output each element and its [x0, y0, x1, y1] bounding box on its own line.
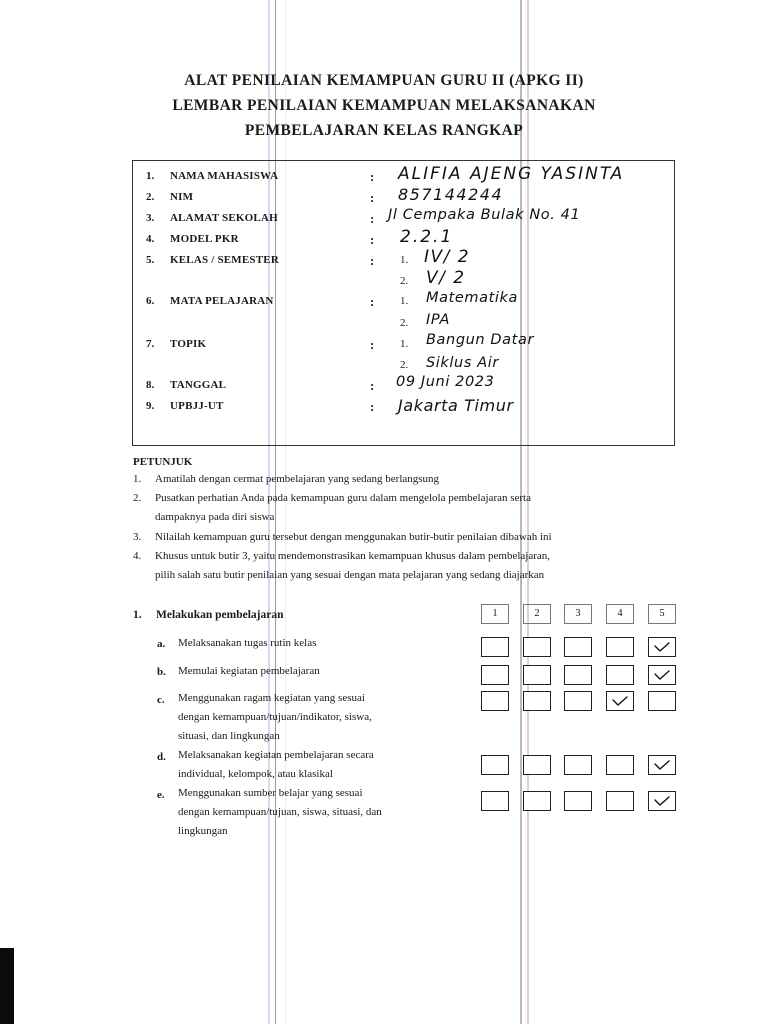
- scale-header-1: 1: [481, 604, 509, 624]
- kelas-value-2: V/ 2: [426, 268, 466, 288]
- scan-line: [275, 0, 276, 1024]
- score-checkbox[interactable]: [523, 637, 551, 657]
- mapel-sub-2: 2.: [400, 317, 409, 329]
- petunjuk-text: Khusus untuk butir 3, yaitu mendemonstrasikan kemampuan khusus dalam pembelajaran,: [155, 550, 551, 562]
- field-number: 9.: [146, 400, 155, 412]
- field-number: 8.: [146, 379, 155, 391]
- item-text-line: situasi, dan lingkungan: [178, 730, 280, 742]
- kelas-value-1: IV/ 2: [424, 247, 471, 267]
- score-checkbox[interactable]: [523, 665, 551, 685]
- score-checkbox[interactable]: [564, 791, 592, 811]
- petunjuk-text: pilih salah satu butir penilaian yang sesuai dengan mata pelajaran yang sedang diajarkan: [155, 569, 545, 581]
- score-checkbox-checked[interactable]: [606, 691, 634, 711]
- score-checkbox-checked[interactable]: [648, 791, 676, 811]
- score-checkbox[interactable]: [523, 691, 551, 711]
- field-colon: :: [370, 190, 375, 205]
- score-checkbox[interactable]: [648, 691, 676, 711]
- topik-value-1: Bangun Datar: [426, 332, 534, 348]
- field-label: MATA PELAJARAN: [170, 295, 274, 307]
- field-label: NAMA MAHASISWA: [170, 170, 279, 182]
- scale-header-5: 5: [648, 604, 676, 624]
- field-number: 3.: [146, 212, 155, 224]
- score-checkbox[interactable]: [481, 637, 509, 657]
- item-text-line: Melaksanakan kegiatan pembelajaran secara: [178, 749, 374, 761]
- document-title-line-2: LEMBAR PENILAIAN KEMAMPUAN MELAKSANAKAN: [172, 97, 596, 114]
- check-icon: [654, 795, 670, 807]
- topik-value-2: Siklus Air: [426, 355, 499, 371]
- score-checkbox-checked[interactable]: [648, 755, 676, 775]
- score-checkbox[interactable]: [606, 755, 634, 775]
- score-checkbox[interactable]: [481, 755, 509, 775]
- petunjuk-text: Amatilah dengan cermat pembelajaran yang sedang berlangsung: [155, 473, 440, 485]
- score-checkbox[interactable]: [523, 755, 551, 775]
- upbjj-value: Jakarta Timur: [398, 396, 514, 415]
- field-label: NIM: [170, 191, 194, 203]
- item-letter: a.: [157, 638, 166, 650]
- field-label: ALAMAT SEKOLAH: [170, 212, 278, 224]
- field-number: 4.: [146, 233, 155, 245]
- score-checkbox-checked[interactable]: [648, 665, 676, 685]
- topik-sub-2: 2.: [400, 359, 409, 371]
- check-icon: [654, 669, 670, 681]
- score-checkbox[interactable]: [564, 691, 592, 711]
- item-text: [178, 634, 458, 653]
- petunjuk-number: 3.: [133, 531, 142, 543]
- scale-header-3: 3: [564, 604, 592, 624]
- kelas-sub-2: 2.: [400, 275, 409, 287]
- score-checkbox[interactable]: [481, 665, 509, 685]
- scan-line: [527, 0, 529, 1024]
- score-checkbox[interactable]: [481, 791, 509, 811]
- score-checkbox[interactable]: [564, 665, 592, 685]
- item-text-line: dengan kemampuan/tujuan/indikator, siswa,: [178, 711, 372, 723]
- score-checkbox[interactable]: [523, 791, 551, 811]
- score-checkbox[interactable]: [606, 791, 634, 811]
- field-number: 6.: [146, 295, 155, 307]
- score-checkbox-checked[interactable]: [648, 637, 676, 657]
- field-colon: :: [370, 211, 375, 226]
- petunjuk-number: 2.: [133, 492, 142, 504]
- petunjuk-number: 1.: [133, 473, 142, 485]
- nim-value: 857144244: [398, 185, 504, 204]
- field-colon: :: [370, 232, 375, 247]
- tanggal-value: 09 Juni 2023: [396, 374, 495, 390]
- score-checkbox[interactable]: [481, 691, 509, 711]
- kelas-sub-1: 1.: [400, 254, 409, 266]
- petunjuk-text: dampaknya pada diri siswa: [155, 511, 275, 523]
- item-text-line: Menggunakan ragam kegiatan yang sesuai: [178, 692, 365, 704]
- check-icon: [654, 641, 670, 653]
- scan-edge: [0, 948, 14, 1024]
- mapel-value-2: IPA: [426, 312, 451, 328]
- field-label: KELAS / SEMESTER: [170, 254, 279, 266]
- item-text: [178, 746, 458, 784]
- score-checkbox[interactable]: [564, 637, 592, 657]
- item-text: [178, 784, 458, 841]
- score-checkbox[interactable]: [606, 637, 634, 657]
- field-colon: :: [370, 294, 375, 309]
- item-text: [178, 662, 458, 681]
- scan-line: [285, 0, 286, 1024]
- field-number: 5.: [146, 254, 155, 266]
- field-number: 7.: [146, 338, 155, 350]
- check-icon: [654, 759, 670, 771]
- item-text-line: Menggunakan sumber belajar yang sesuai: [178, 787, 363, 799]
- alamat-value: Jl Cempaka Bulak No. 41: [388, 207, 581, 223]
- petunjuk-number: 4.: [133, 550, 142, 562]
- field-colon: :: [370, 169, 375, 184]
- field-colon: :: [370, 378, 375, 393]
- mapel-value-1: Matematika: [426, 290, 519, 306]
- section-title: Melakukan pembelajaran: [156, 609, 284, 621]
- document-title-line-1: ALAT PENILAIAN KEMAMPUAN GURU II (APKG II): [184, 72, 584, 89]
- item-letter: d.: [157, 751, 166, 763]
- score-checkbox[interactable]: [606, 665, 634, 685]
- item-text-line: dengan kemampuan/tujuan, siswa, situasi, dan: [178, 806, 382, 818]
- petunjuk-text: Nilailah kemampuan guru tersebut dengan menggunakan butir-butir penilaian dibawah ini: [155, 531, 552, 543]
- scan-line: [520, 0, 522, 1024]
- field-colon: :: [370, 253, 375, 268]
- item-text: [178, 689, 458, 746]
- scale-header-4: 4: [606, 604, 634, 624]
- scale-header-2: 2: [523, 604, 551, 624]
- petunjuk-text: Pusatkan perhatian Anda pada kemampuan guru dalam mengelola pembelajaran serta: [155, 492, 531, 504]
- field-label: TANGGAL: [170, 379, 227, 391]
- topik-sub-1: 1.: [400, 338, 409, 350]
- field-number: 1.: [146, 170, 155, 182]
- item-text-line: lingkungan: [178, 825, 228, 837]
- nama-value: ALIFIA AJENG YASINTA: [398, 164, 625, 184]
- field-colon: :: [370, 337, 375, 352]
- field-number: 2.: [146, 191, 155, 203]
- field-label: TOPIK: [170, 338, 207, 350]
- field-label: UPBJJ-UT: [170, 400, 224, 412]
- item-text-line: Melaksanakan tugas rutin kelas: [178, 637, 317, 649]
- field-colon: :: [370, 399, 375, 414]
- document-title-line-3: PEMBELAJARAN KELAS RANGKAP: [244, 122, 524, 139]
- score-checkbox[interactable]: [564, 755, 592, 775]
- item-text-line: individual, kelompok, atau klasikal: [178, 768, 333, 780]
- petunjuk-heading: PETUNJUK: [133, 456, 193, 468]
- item-text-line: Memulai kegiatan pembelajaran: [178, 665, 320, 677]
- item-letter: b.: [157, 666, 166, 678]
- item-letter: c.: [157, 694, 165, 706]
- item-letter: e.: [157, 789, 165, 801]
- mapel-sub-1: 1.: [400, 295, 409, 307]
- check-icon: [612, 695, 628, 707]
- model-value: 2.2.1: [400, 227, 454, 247]
- field-label: MODEL PKR: [170, 233, 239, 245]
- section-number: 1.: [133, 609, 142, 621]
